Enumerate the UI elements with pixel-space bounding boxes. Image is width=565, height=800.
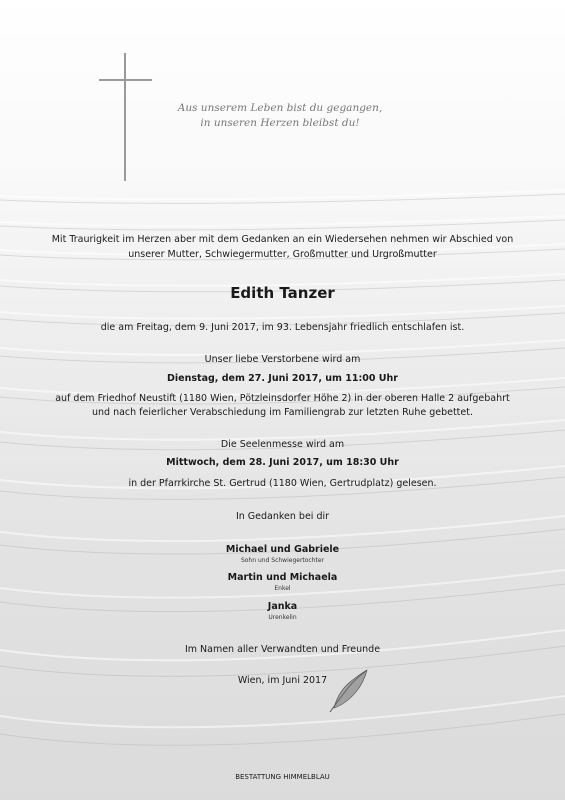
deceased-name: Edith Tanzer (230, 284, 335, 302)
funeral-home-footer: BESTATTUNG HIMMELBLAU (235, 773, 330, 781)
funeral-intro: Unser liebe Verstorbene wird am (204, 354, 361, 365)
quote-line-2: in unseren Herzen bleibst du! (200, 117, 360, 129)
cross-icon-vertical (124, 53, 126, 181)
mourner-relation: Sohn und Schwiegertochter (240, 557, 325, 564)
mass-date: Mittwoch, dem 28. Juni 2017, um 18:30 Uhr (166, 457, 399, 468)
place-date: Wien, im Juni 2017 (237, 675, 328, 686)
intro-line-2: unserer Mutter, Schwiegermutter, Großmutter und Urgroßmutter (128, 249, 437, 260)
death-notice: die am Freitag, dem 9. Juni 2017, im 93. Lebensjahr friedlich entschlafen ist. (100, 322, 465, 333)
funeral-line-1: auf dem Friedhof Neustift (1180 Wien, Pötzleinsdorfer Höhe 2) in der oberen Halle 2 aufgebahrt (55, 393, 510, 404)
mourner-name: Janka (267, 601, 298, 612)
mourner-name: Michael und Gabriele (225, 544, 340, 555)
funeral-line-2: und nach feierlicher Verabschiedung im Familiengrab zur letzten Ruhe gebettet. (91, 407, 474, 418)
closing-line: Im Namen aller Verwandten und Freunde (184, 644, 381, 655)
cross-icon-horizontal (99, 79, 152, 81)
memorial-quote (170, 101, 390, 131)
mourners-intro: In Gedanken bei dir (235, 511, 330, 522)
feather-icon (326, 668, 370, 714)
funeral-date: Dienstag, dem 27. Juni 2017, um 11:00 Uhr (167, 373, 398, 384)
mass-location: in der Pfarrkirche St. Gertrud (1180 Wien, Gertrudplatz) gelesen. (128, 478, 437, 489)
quote-line-1: Aus unserem Leben bist du gegangen, (177, 102, 383, 114)
mourner-name: Martin und Michaela (227, 572, 338, 583)
mourner-relation: Enkel (274, 585, 291, 592)
mass-intro: Die Seelenmesse wird am (220, 439, 345, 450)
mourner-relation: Urenkelin (268, 614, 297, 621)
intro-line-1: Mit Traurigkeit im Herzen aber mit dem Gedanken an ein Wiedersehen nehmen wir Abschied von (51, 234, 514, 245)
